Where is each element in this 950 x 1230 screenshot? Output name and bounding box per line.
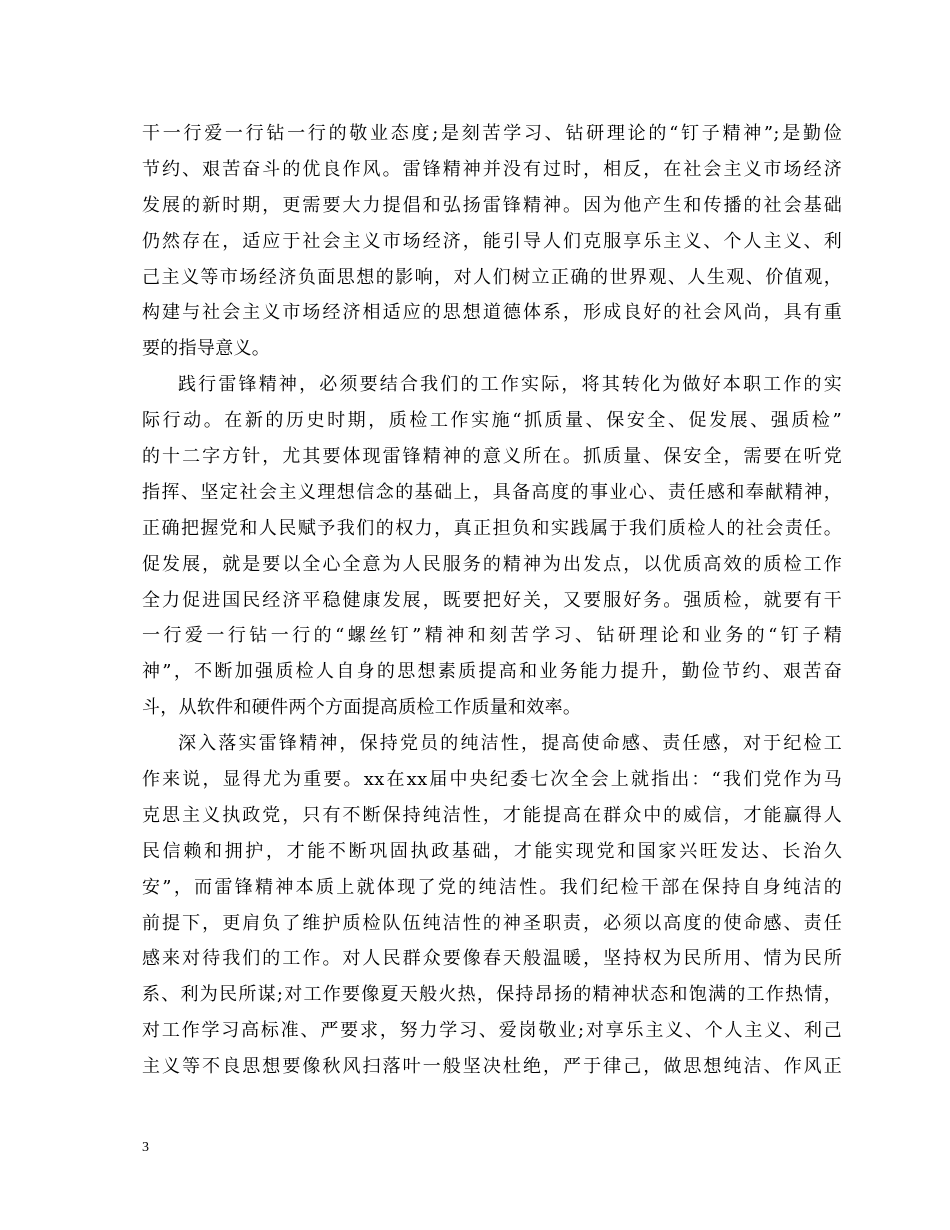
text-line: 对工作学习高标准、严要求，努力学习、爱岗敬业;对享乐主义、个人主义、利己 — [142, 1020, 842, 1042]
text-line: 神”，不断加强质检人自身的思想素质提高和业务能力提升，勤俭节约、艰苦奋 — [142, 661, 842, 683]
text-line: 正确把握党和人民赋予我们的权力，真正担负和实践属于我们质检人的社会责任。 — [142, 517, 842, 539]
text-line: 促发展，就是要以全心全意为人民服务的精神为出发点，以优质高效的质检工作 — [142, 553, 842, 575]
text-line: 深入落实雷锋精神，保持党员的纯洁性，提高使命感、责任感，对于纪检工 — [178, 733, 842, 755]
text-line: 干一行爱一行钻一行的敬业态度;是刻苦学习、钻研理论的“钉子精神”;是勤俭 — [142, 123, 842, 144]
text-line: 际行动。在新的历史时期，质检工作实施“抓质量、保安全、促发展、强质检” — [142, 410, 842, 432]
text-line: 系、利为民所谋;对工作要像夏天般火热，保持昂扬的精神状态和饱满的工作热情， — [142, 984, 842, 1006]
text-line: 发展的新时期，更需要大力提倡和弘扬雷锋精神。因为他产生和传播的社会基础 — [142, 194, 842, 216]
text-line: 要的指导意义。 — [142, 338, 271, 360]
text-line: 克思主义执政党，只有不断保持纯洁性，才能提高在群众中的威信，才能赢得人 — [142, 804, 842, 826]
text-line: 感来对待我们的工作。对人民群众要像春天般温暖，坚持权为民所用、情为民所 — [142, 948, 842, 970]
body-text — [142, 116, 842, 1085]
text-line: 节约、艰苦奋斗的优良作风。雷锋精神并没有过时，相反，在社会主义市场经济 — [142, 158, 842, 180]
text-line: 作来说，显得尤为重要。xx在xx届中央纪委七次全会上就指出：“我们党作为马 — [142, 769, 842, 791]
text-line: 民信赖和拥护，才能不断巩固执政基础，才能实现党和国家兴旺发达、长治久 — [142, 840, 842, 862]
text-line: 指挥、坚定社会主义理想信念的基础上，具备高度的事业心、责任感和奉献精神， — [142, 481, 842, 503]
text-line: 己主义等市场经济负面思想的影响，对人们树立正确的世界观、人生观、价值观， — [142, 266, 842, 288]
text-line: 践行雷锋精神，必须要结合我们的工作实际，将其转化为做好本职工作的实 — [178, 374, 842, 396]
text-line: 前提下，更肩负了维护质检队伍纯洁性的神圣职责，必须以高度的使命感、责任 — [142, 912, 842, 934]
text-line: 仍然存在，适应于社会主义市场经济，能引导人们克服享乐主义、个人主义、利 — [142, 230, 842, 252]
text-line: 的十二字方针，尤其要体现雷锋精神的意义所在。抓质量、保安全，需要在听党 — [142, 446, 842, 468]
text-line: 一行爱一行钻一行的“螺丝钉”精神和刻苦学习、钻研理论和业务的“钉子精 — [142, 625, 842, 647]
page-number: 3 — [142, 1140, 149, 1155]
text-line: 主义等不良思想要像秋风扫落叶一般坚决杜绝，严于律己，做思想纯洁、作风正 — [142, 1056, 842, 1078]
text-line: 安”，而雷锋精神本质上就体现了党的纯洁性。我们纪检干部在保持自身纯洁的 — [142, 876, 842, 898]
text-line: 斗，从软件和硬件两个方面提高质检工作质量和效率。 — [142, 697, 582, 719]
text-line: 全力促进国民经济平稳健康发展，既要把好关，又要服好务。强质检，就要有干 — [142, 589, 842, 611]
text-line: 构建与社会主义市场经济相适应的思想道德体系，形成良好的社会风尚，具有重 — [142, 302, 842, 324]
